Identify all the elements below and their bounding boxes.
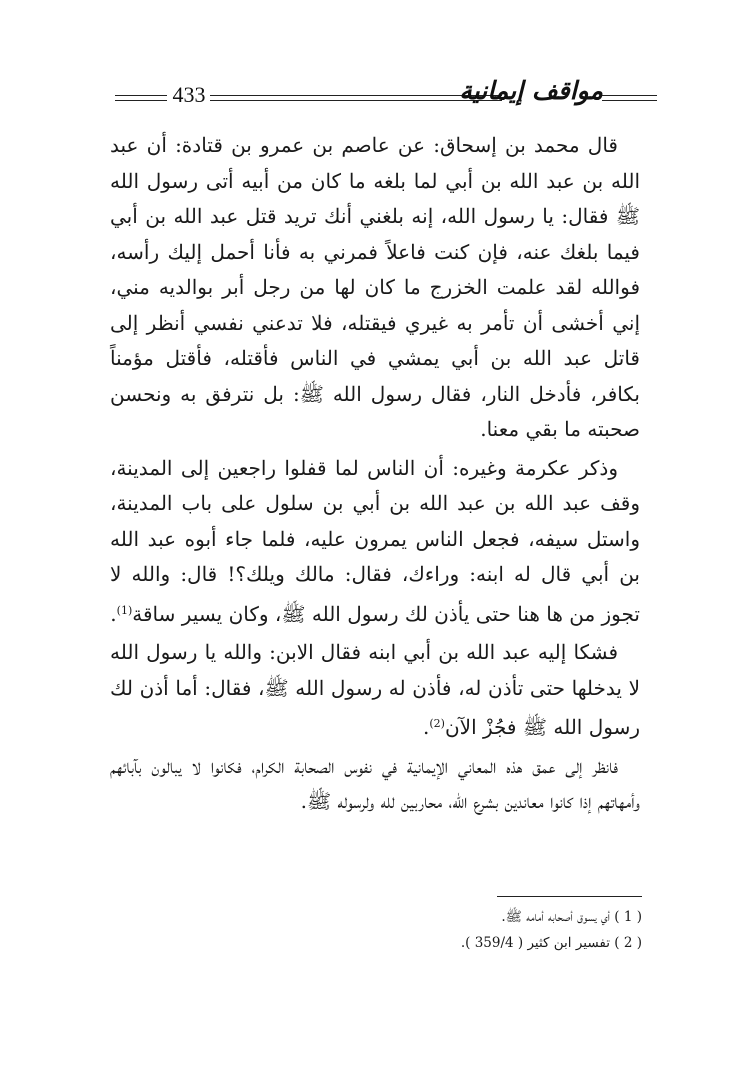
paragraph-4 xyxy=(110,749,640,820)
paragraph-4-text: فانظر إلى عمق هذه المعاني الإيمانية في نفوس الصحابة الكرام، فكانوا لا يبالون بآبائهم وأمهاتهم إذا كانوا معاندين بشرع الله، محاربين لله ولرسوله ﷺ. xyxy=(110,753,640,813)
footnote-ref-2: (2) xyxy=(429,717,445,730)
footnote-2: ( 2 ) تفسير ابن كثير ( 359/4 ). xyxy=(460,935,642,951)
footnote-1: ( 1 ) أي يسوق أصحابه أمامه ﷺ. xyxy=(501,909,642,925)
header-rule-left xyxy=(115,95,167,101)
paragraph-2-text: وذكر عكرمة وغيره: أن الناس لما قفلوا راجعين إلى المدينة، وقف عبد الله بن عبد الله بن أبي بن سلول على باب المدينة، واستل سيفه، فجعل الناس يمرون عليه، فلما جاء أبوه عبد الله بن أبي قال له ابنه: وراءك، فقال: مالك ويلك؟! قال: والله لا تجوز من ها هنا حتى يأذن لك رسول الله ﷺ، وكان يسير ساقة xyxy=(110,455,640,626)
body-text xyxy=(110,128,640,820)
header-rule-right xyxy=(602,95,657,101)
footnote-separator xyxy=(497,896,642,897)
footnotes xyxy=(330,904,642,956)
page-number: 433 xyxy=(172,82,206,107)
paragraph-3: فشكا إليه عبد الله بن أبي ابنه فقال الابن: والله يا رسول الله لا يدخلها حتى تأذن له، فأذن له رسول الله ﷺ، فقال: أما أذن لك رسول الله ﷺ فجُزْ الآن$^{(2)}$. xyxy=(110,640,640,739)
footnote-ref-1: (1) xyxy=(116,603,133,617)
paragraph-3-text: فشكا إليه عبد الله بن أبي ابنه فقال الابن: والله يا رسول الله لا يدخلها حتى تأذن له، فأذن له رسول الله ﷺ، فقال: أما أذن لك رسول الله ﷺ فجُزْ الآن xyxy=(110,640,640,739)
header-rule-middle xyxy=(210,95,502,101)
paragraph-1 xyxy=(110,128,640,448)
page-header xyxy=(115,78,657,118)
paragraph-1-text: قال محمد بن إسحاق: عن عاصم بن عمرو بن قتادة: أن عبد الله بن عبد الله بن أبي لما بلغه ما كان من أبيه أتى رسول الله ﷺ فقال: يا رسول الله، إنه بلغني أنك تريد قتل عبد الله بن أبي فيما بلغك عنه، فإن كنت فاعلاً فمرني به فأنا أحمل إليك رأسه، فوالله لقد علمت الخزرج ما كان لها من رجل أبر بوالديه مني، إني أخشى أن تأمر به غيري فيقتله، فلا تدعني نفسي أنظر إلى قاتل عبد الله بن أبي يمشي في الناس فأقتله، فأقتل مؤمناً بكافر، فأدخل النار، فقال رسول الله ﷺ: بل نترفق به ونحسن صحبته ما بقي معنا. xyxy=(110,133,640,441)
paragraph-2: وذكر عكرمة وغيره: أن الناس لما قفلوا راجعين إلى المدينة، وقف عبد الله بن عبد الله بن أبي بن سلول على باب المدينة، واستل سيفه، فجعل الناس يمرون عليه، فلما جاء أبوه عبد الله بن أبي قال له ابنه: وراءك، فقال: مالك ويلك؟! قال: والله لا تجوز من ها هنا حتى يأذن لك رسول الله ﷺ، وكان يسير ساقة$^{(1)}$. xyxy=(110,455,640,626)
running-title: مواقف إيمانية xyxy=(459,76,603,105)
